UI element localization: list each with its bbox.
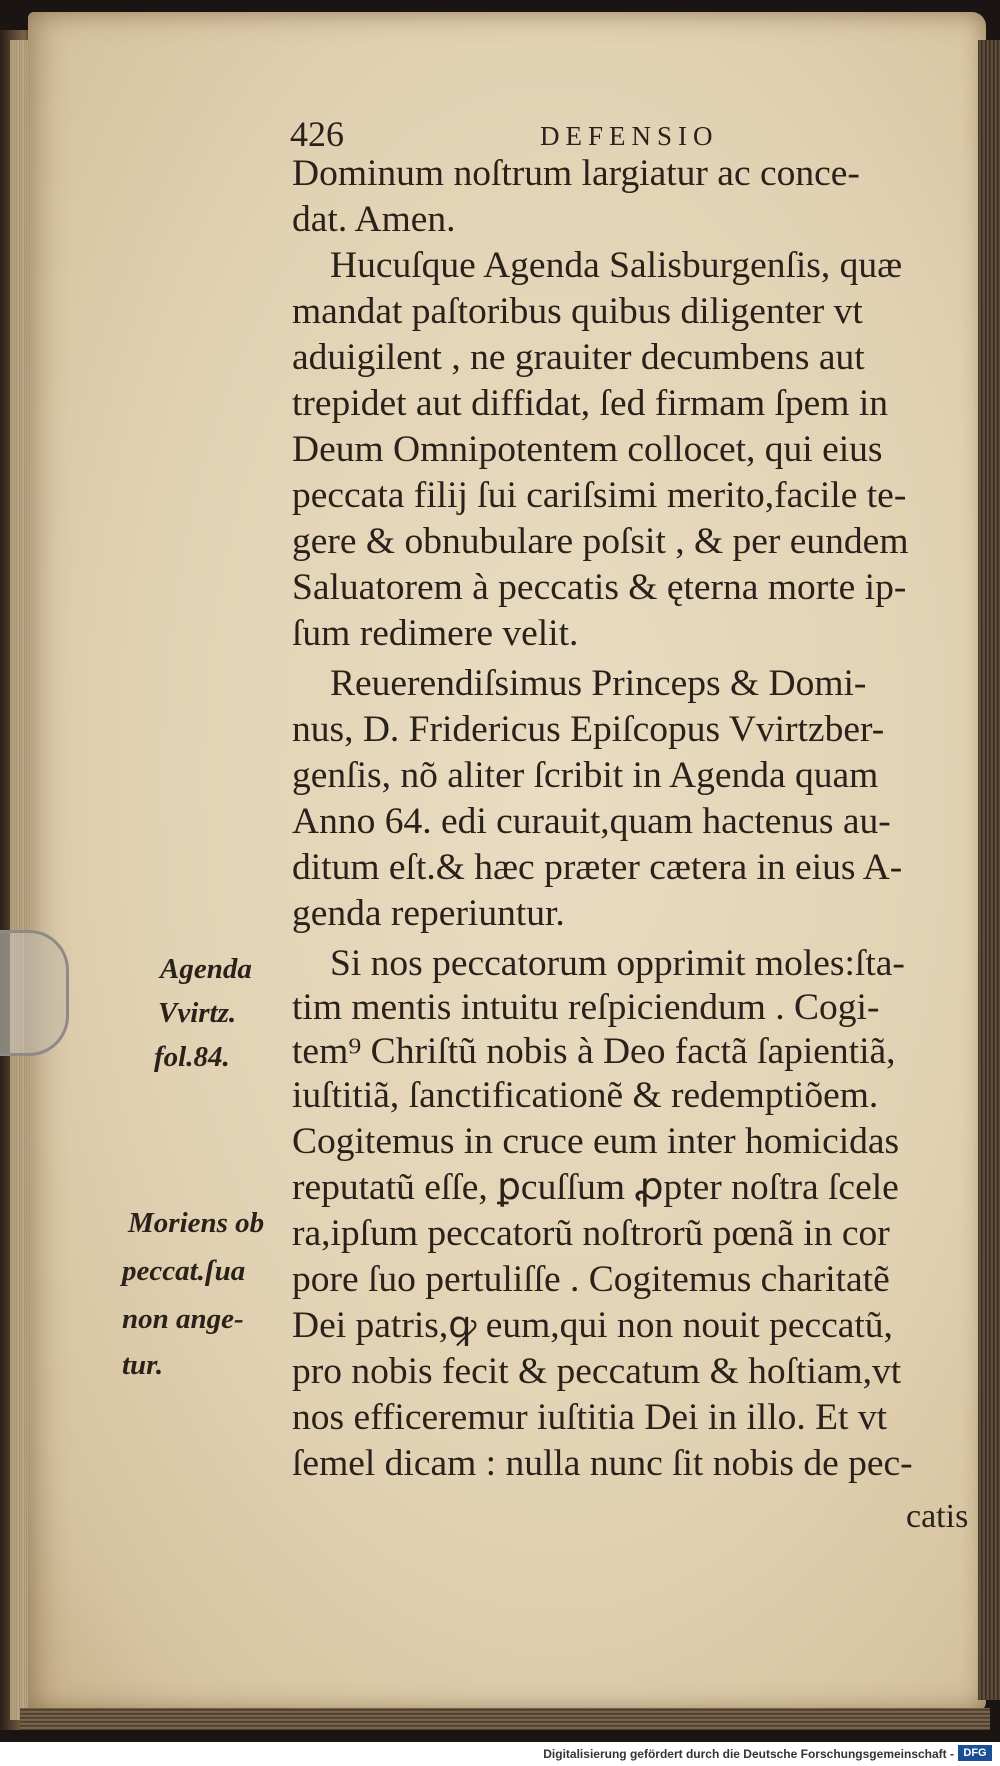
margin-note: Agenda	[160, 953, 252, 985]
running-title: DEFENSIO	[540, 121, 719, 151]
text-line: ditum eſt.& hæc præter cætera in eius A-	[292, 847, 903, 888]
margin-note: Vvirtz.	[158, 997, 237, 1029]
text-line: Hucuſque Agenda Salisburgenſis, quæ	[330, 245, 903, 286]
digitization-credit: Digitalisierung gefördert durch die Deutsche Forschungsgemeinschaft -	[543, 1747, 954, 1761]
text-line: Dominum noſtrum largiatur ac conce-	[292, 153, 860, 194]
text-line: Deum Omnipotentem collocet, qui eius	[292, 429, 883, 470]
body-text	[292, 150, 982, 1550]
text-line: dat. Amen.	[292, 199, 456, 240]
text-line: peccata filij ſui cariſsimi merito,facile te-	[292, 475, 907, 516]
text-line: Cogitemus in cruce eum inter homicidas	[292, 1121, 900, 1162]
text-line: ſum redimere velit.	[292, 613, 579, 654]
margin-notes	[118, 950, 278, 1450]
page-number: 426	[290, 114, 344, 154]
catchword: catis	[906, 1498, 969, 1535]
text-line: genſis, nõ aliter ſcribit in Agenda quam	[292, 755, 879, 796]
binding-clip	[0, 930, 69, 1056]
text-line: nos efficeremur iuſtitia Dei in illo. Et vt	[292, 1397, 888, 1438]
margin-note: non ange-	[122, 1303, 244, 1335]
text-line: Anno 64. edi curauit,quam hactenus au-	[292, 801, 891, 842]
text-line: tem⁹ Chriſtũ nobis à Deo factã ſapientiã,	[292, 1031, 896, 1072]
text-line: Si nos peccatorum opprimit moles:ſta-	[330, 943, 905, 984]
text-line: Saluatorem à peccatis & ęterna morte ip-	[292, 567, 907, 608]
margin-note: fol.84.	[154, 1041, 230, 1073]
margin-note: Moriens ob	[128, 1207, 265, 1239]
text-line: aduigilent , ne grauiter decumbens aut	[292, 337, 865, 378]
text-line: iuſtitiã, ſanctificationẽ & redemptiõem.	[292, 1075, 879, 1116]
text-line: nus, D. Fridericus Epiſcopus Vvirtzber-	[292, 709, 885, 750]
text-line: reputatũ eſſe, ꝑcuſſum ꝓpter noſtra ſcele	[292, 1167, 899, 1208]
text-line: genda reperiuntur.	[292, 893, 565, 934]
footer-bar	[0, 1742, 1000, 1766]
text-line: pore ſuo pertuliſſe . Cogitemus charitatẽ	[292, 1259, 890, 1300]
margin-note: tur.	[122, 1349, 164, 1381]
text-line: tim mentis intuitu reſpiciendum . Cogi-	[292, 987, 880, 1028]
text-line: pro nobis fecit & peccatum & hoſtiam,vt	[292, 1351, 902, 1392]
text-line: ſemel dicam : nulla nunc ſit nobis de pec-	[292, 1443, 913, 1484]
text-line: ra,ipſum peccatorũ noſtrorũ pœnã in cor	[292, 1213, 890, 1254]
dfg-logo: DFG	[958, 1745, 992, 1761]
text-line: trepidet aut diffidat, ſed firmam ſpem in	[292, 383, 889, 424]
margin-note: peccat.ſua	[122, 1255, 246, 1287]
page-edge-bottom	[20, 1708, 990, 1730]
text-line: gere & obnubulare poſsit , & per eundem	[292, 521, 909, 562]
text-line: Dei patris,ꝙ eum,qui non nouit peccatũ,	[292, 1305, 893, 1346]
text-line: Reuerendiſsimus Princeps & Domi-	[330, 663, 867, 704]
text-line: mandat paſtoribus quibus diligenter vt	[292, 291, 863, 332]
